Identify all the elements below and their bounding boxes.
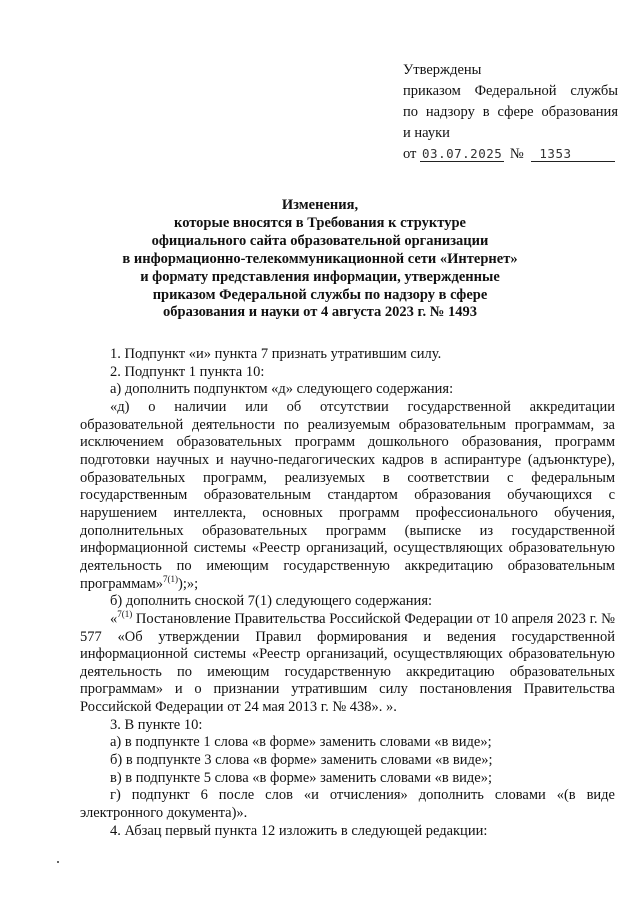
paragraph-9: б) в подпункте 3 слова «в форме» заменить словами «в виде»; — [110, 752, 493, 769]
paragraph-4-text: «д) о наличии или об отсутствии государственной аккредитации образовательной деятельности по реализуемым образовательным программам, за исключением образовательных программ дошкольного образования, программ подготовки научных и научно-педагогических кадров в аспирантуре (адъюнктуре), образовательных программ, реализуемых в соответствии с федеральным государственным образовательным стандартом образования обучающихся с нарушением интеллекта, основных программ профессионального обучения, дополнительных образовательных программ (выписке из государственной информационной системы «Реестр организаций, осуществляющих образовательную деятельность по имеющим государственную аккредитацию образовательным программам» — [80, 398, 615, 592]
paragraph-4 — [80, 399, 615, 593]
title-line-2: которые вносятся в Требования к структуре — [174, 214, 466, 231]
paragraph-12: 4. Абзац первый пункта 12 изложить в следующей редакции: — [110, 822, 488, 839]
paragraph-6-text: Постановление Правительства Российской Федерации от 10 апреля 2023 г. № 577 «Об утверждении Правил формирования и ведения государственной информационной системы «Реестр организаций, осуществляющих образовательную деятельность по имеющим государственную аккредитацию образовательных программам» и о признании утратившим силу постановления Правительства Российской Федерации от 24 мая 2013 г. № 438». ». — [80, 610, 615, 716]
number-sign: № — [509, 146, 524, 162]
title-line-5: и формату представления информации, утвержденные — [140, 268, 500, 285]
approval-line-1: Утверждены — [403, 62, 482, 78]
title-line-1: Изменения, — [281, 197, 359, 213]
scan-speck — [57, 861, 59, 863]
approval-line-3: по надзору в сфере образования — [403, 104, 618, 120]
paragraph-3: а) дополнить подпунктом «д» следующего содержания: — [110, 381, 454, 398]
paragraph-6 — [80, 608, 615, 717]
title-line-4: в информационно-телекоммуникационной сети «Интернет» — [122, 250, 518, 267]
document-title — [80, 197, 560, 322]
approval-line-2: приказом Федеральной службы — [403, 83, 618, 99]
order-date-number-line — [403, 144, 618, 165]
title-line-3: официального сайта образовательной организации — [151, 232, 489, 249]
title-line-6: приказом Федеральной службы по надзору в сфере — [152, 286, 488, 303]
paragraph-6-open-quote: « — [110, 610, 118, 627]
footnote-ref-7-1: 7(1) — [163, 573, 179, 584]
paragraph-1: 1. Подпункт «и» пункта 7 признать утратившим силу. — [110, 346, 442, 362]
order-date: 03.07.2025 — [422, 146, 503, 161]
order-number: 1353 — [531, 146, 615, 162]
paragraph-11: г) подпункт 6 после слов «и отчисления» дополнить словами «(в виде электронного документа)». — [80, 787, 615, 822]
paragraph-8: а) в подпункте 1 слова «в форме» заменить словами «в виде»; — [110, 734, 492, 751]
paragraph-7: 3. В пункте 10: — [110, 716, 203, 733]
title-line-7: образования и науки от 4 августа 2023 г. № 1493 — [163, 304, 477, 321]
approval-stamp — [403, 60, 618, 165]
paragraph-5: б) дополнить сноской 7(1) следующего содержания: — [110, 593, 433, 610]
paragraph-2: 2. Подпункт 1 пункта 10: — [110, 363, 265, 380]
approval-line-4: и науки — [403, 125, 450, 141]
document-body — [80, 346, 615, 840]
paragraph-4-end: );»; — [178, 575, 199, 592]
footnote-mark-7-1: 7(1) — [117, 608, 133, 619]
from-label: от — [403, 146, 417, 162]
paragraph-10: в) в подпункте 5 слова «в форме» заменить словами «в виде»; — [110, 769, 493, 786]
